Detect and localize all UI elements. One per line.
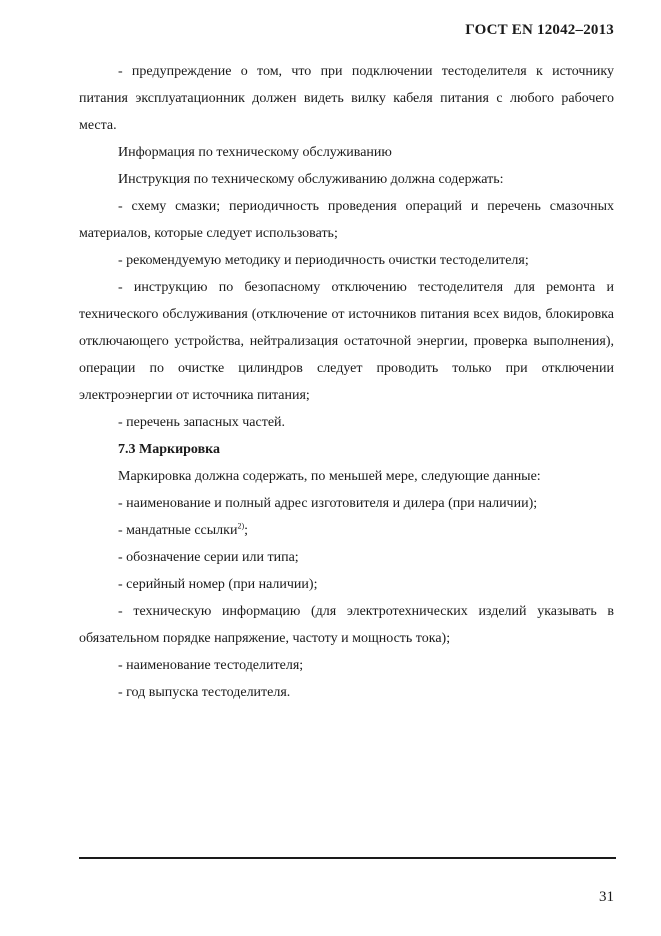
paragraph-safe-shutdown: - инструкцию по безопасному отключению тестоделителя для ремонта и технического обслуживания (отключение от источников питания всех видов, блокировка отключающего устройства, нейтрализация остаточной энергии, проверка выполнения), операции по очистке цилиндров следует проводить только при отключении электроэнергии от источника питания; [79,280,614,403]
section-heading-marking: 7.3 Маркировка [118,442,220,457]
paragraph-lubrication-scheme: - схему смазки; периодичность проведения операций и перечень смазочных материалов, которые следует использовать; [79,199,614,241]
paragraph-maintenance-info-title: Информация по техническому обслуживанию [118,145,392,160]
document-code-header: ГОСТ EN 12042–2013 [465,22,614,38]
paragraph-maintenance-instructions: Инструкция по техническому обслуживанию должна содержать: [118,172,504,187]
marking-item-serial-number: - серийный номер (при наличии); [118,577,318,592]
document-body [79,58,614,706]
marking-item-series-type: - обозначение серии или типа; [118,550,299,565]
footnote-divider [79,857,616,859]
marking-item-production-year: - год выпуска тестоделителя. [118,685,291,700]
paragraph-warning: - предупреждение о том, что при подключении тестоделителя к источнику питания эксплуатационник должен видеть вилку кабеля питания с любого рабочего места. [79,64,614,133]
marking-item-manufacturer: - наименование и полный адрес изготовителя и дилера (при наличии); [118,496,538,511]
marking-intro: Маркировка должна содержать, по меньшей мере, следующие данные: [118,469,541,484]
paragraph-cleaning-method: - рекомендуемую методику и периодичность очистки тестоделителя; [118,253,529,268]
mandatory-references-end: ; [244,523,249,538]
marking-item-technical-info: - техническую информацию (для электротехнических изделий указывать в обязательном порядке напряжение, частоту и мощность тока); [79,604,614,646]
page-number: 31 [599,889,614,905]
footnote-marker: 2) [237,521,245,531]
marking-item-device-name: - наименование тестоделителя; [118,658,304,673]
paragraph-spare-parts: - перечень запасных частей. [118,415,286,430]
marking-item-mandatory-references [79,517,614,544]
mandatory-references-text: - мандатные ссылки [118,523,238,538]
